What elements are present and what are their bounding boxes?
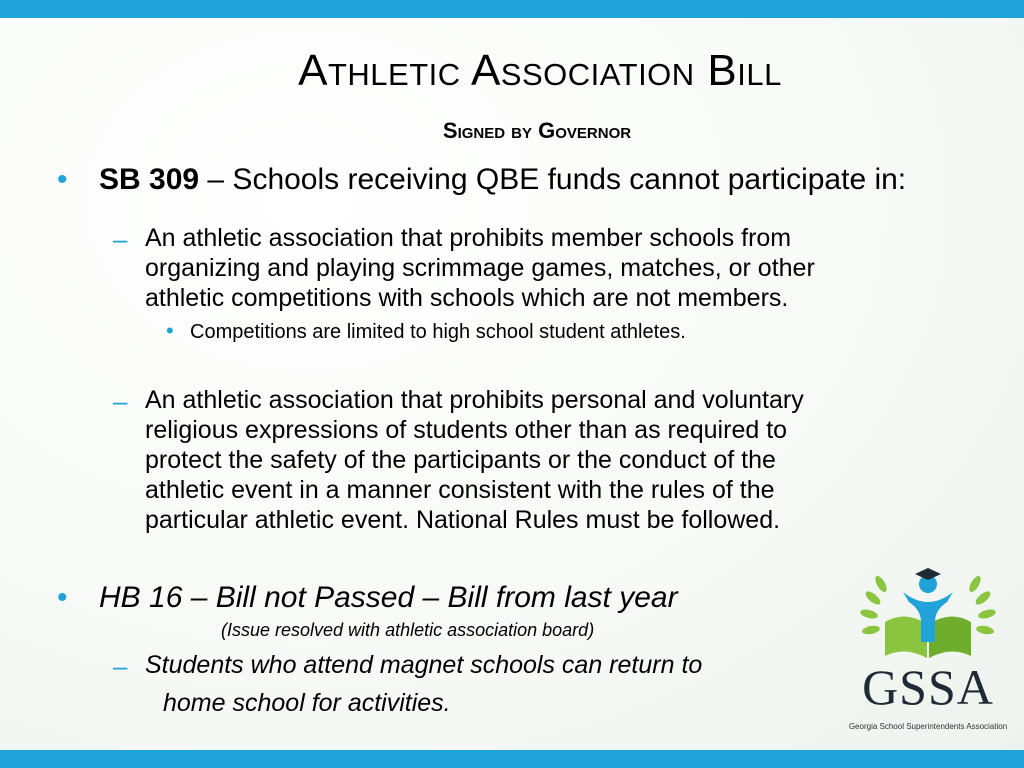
bottom-accent-band — [0, 750, 1024, 768]
slide-title: Athletic Association Bill — [298, 46, 782, 95]
sub-item-scrimmage — [145, 223, 815, 313]
dash-icon: – — [113, 386, 128, 416]
bullet-icon: • — [166, 318, 174, 343]
gssa-emblem-icon — [843, 562, 1013, 662]
sub-item-magnet-cont: home school for activities. — [163, 689, 451, 717]
top-accent-band — [0, 0, 1024, 18]
sub-item-line: particular athletic event. National Rules must be followed. — [145, 506, 781, 534]
dash-icon: – — [113, 651, 128, 681]
hb16-note: (Issue resolved with athletic association board) — [221, 620, 595, 640]
sub-item-line: An athletic association that prohibits personal and voluntary — [145, 386, 804, 414]
sub-item-line: religious expressions of students other than as required to — [145, 416, 788, 444]
sub-item-line: organizing and playing scrimmage games, matches, or other — [145, 254, 815, 282]
subsub-item-competitions: Competitions are limited to high school student athletes. — [190, 321, 686, 343]
bullet-sb309 — [99, 162, 906, 198]
sb309-text: – Schools receiving QBE funds cannot participate in: — [199, 163, 907, 196]
sub-item-magnet: Students who attend magnet schools can return to — [145, 651, 703, 679]
sub-item-line: protect the safety of the participants or the conduct of the — [145, 446, 776, 474]
sub-item-line: athletic competitions with schools which are not members. — [145, 284, 789, 312]
dash-icon: – — [113, 224, 128, 254]
bullet-icon: • — [57, 581, 68, 614]
sub-item-line: athletic event in a manner consistent with the rules of the — [145, 476, 775, 504]
gssa-logo — [843, 562, 1013, 740]
sub-item-line: An athletic association that prohibits member schools from — [145, 224, 792, 252]
sb309-label: SB 309 — [99, 163, 200, 196]
slide-subtitle: Signed by Governor — [442, 118, 632, 143]
bullet-icon: • — [57, 163, 68, 196]
gssa-wordmark: GSSA — [862, 659, 994, 715]
bullet-hb16: HB 16 – Bill not Passed – Bill from last year — [99, 581, 678, 614]
sub-item-religious — [145, 385, 804, 535]
gssa-tagline: Georgia School Superintendents Association — [848, 722, 1008, 731]
